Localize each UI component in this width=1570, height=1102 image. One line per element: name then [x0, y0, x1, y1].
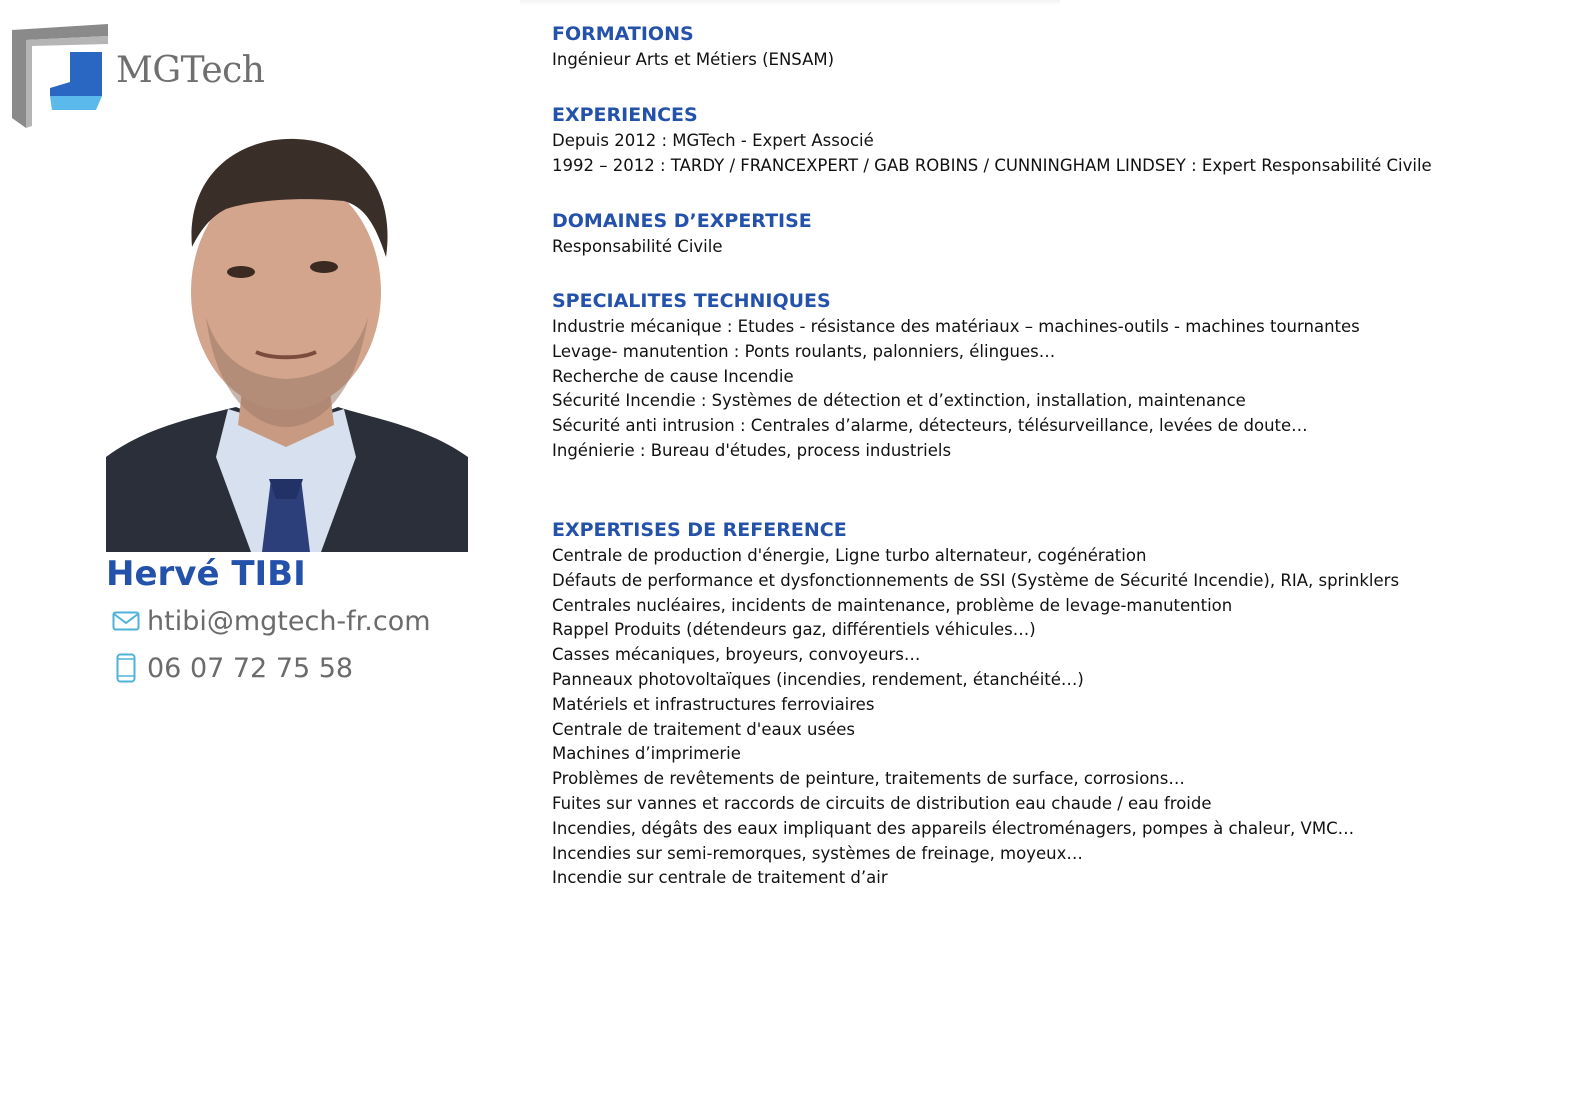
section-line: Défauts de performance et dysfonctionnements de SSI (Système de Sécurité Incendie), RIA, sprinklers: [552, 570, 1400, 590]
section-line: Machines d’imprimerie: [552, 744, 741, 764]
section-line: Matériels et infrastructures ferroviaires: [552, 694, 875, 714]
top-shadow-divider: [520, 0, 1060, 5]
section-title: DOMAINES D’EXPERTISE: [552, 210, 812, 232]
portrait-photo: [106, 127, 468, 552]
section-line: Incendies sur semi-remorques, systèmes de freinage, moyeux…: [552, 843, 1083, 863]
section-title: SPECIALITES TECHNIQUES: [552, 290, 831, 312]
section-title: FORMATIONS: [552, 23, 694, 45]
section-experiences: [552, 101, 1542, 179]
logo-wordmark: MGTech: [116, 50, 265, 91]
section-line: Responsabilité Civile: [552, 237, 723, 256]
section-line: Recherche de cause Incendie: [552, 366, 794, 386]
mobile-phone-icon: [110, 651, 142, 685]
section-line: Centrales nucléaires, incidents de maintenance, problème de levage-manutention: [552, 595, 1233, 615]
section-line: Sécurité Incendie : Systèmes de détection et d’extinction, installation, maintenance: [552, 391, 1246, 411]
section-line: Centrale de production d'énergie, Ligne turbo alternateur, cogénération: [552, 546, 1147, 565]
section-line: Depuis 2012 : MGTech - Expert Associé: [552, 131, 874, 150]
section-line: Problèmes de revêtements de peinture, traitements de surface, corrosions…: [552, 769, 1185, 789]
section-line: Ingénierie : Bureau d'études, process industriels: [552, 440, 952, 460]
section-references: [552, 516, 1542, 891]
company-logo: [12, 22, 272, 132]
section-line: Rappel Produits (détendeurs gaz, différentiels véhicules…): [552, 620, 1036, 640]
email-contact[interactable]: [110, 604, 431, 638]
section-line: Incendies, dégâts des eaux impliquant des appareils électroménagers, pompes à chaleur, VMC…: [552, 818, 1355, 838]
section-specialites: [552, 287, 1542, 464]
section-domaines: [552, 207, 1542, 260]
section-line: Levage- manutention : Ponts roulants, palonniers, élingues…: [552, 341, 1056, 361]
logo-mark-icon: [12, 22, 116, 130]
email-address[interactable]: htibi@mgtech-fr.com: [147, 605, 431, 637]
section-line: Casses mécaniques, broyeurs, convoyeurs…: [552, 645, 921, 665]
section-line: 1992 – 2012 : TARDY / FRANCEXPERT / GAB ROBINS / CUNNINGHAM LINDSEY : Expert Responsabilité Civile: [552, 155, 1432, 175]
envelope-icon: [110, 604, 142, 638]
phone-contact[interactable]: [110, 651, 353, 685]
section-line: Industrie mécanique : Etudes - résistance des matériaux – machines-outils - machines tournantes: [552, 317, 1360, 336]
person-name: Hervé TIBI: [106, 554, 306, 594]
section-line: Panneaux photovoltaïques (incendies, rendement, étanchéité…): [552, 669, 1084, 689]
section-line: Centrale de traitement d'eaux usées: [552, 719, 856, 739]
phone-number[interactable]: 06 07 72 75 58: [147, 652, 354, 684]
section-line: Fuites sur vannes et raccords de circuits de distribution eau chaude / eau froide: [552, 793, 1212, 813]
section-formations: [552, 20, 1542, 73]
section-title: EXPERTISES DE REFERENCE: [552, 519, 847, 541]
section-line: Ingénieur Arts et Métiers (ENSAM): [552, 50, 835, 69]
section-line: Incendie sur centrale de traitement d’air: [552, 868, 888, 888]
section-title: EXPERIENCES: [552, 104, 698, 126]
section-line: Sécurité anti intrusion : Centrales d’alarme, détecteurs, télésurveillance, levées de doute…: [552, 416, 1308, 436]
